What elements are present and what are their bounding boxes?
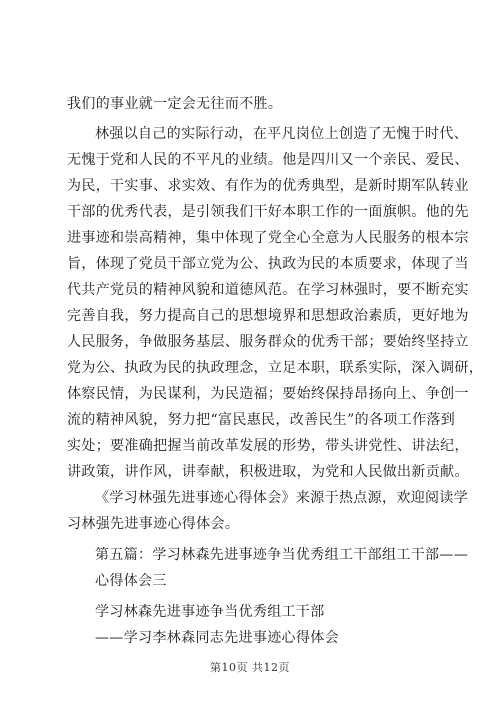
text-line: 流的精神风貌，努力把“富民惠民，改善民生”的各项工作落到 bbox=[67, 412, 456, 428]
text-line: 代共产党员的精神风貌和道德风范。在学习林强时，要不断充实 bbox=[67, 282, 469, 298]
text-line: 旨，体现了党员干部立党为公、执政为民的本质要求，体现了当 bbox=[67, 256, 469, 272]
section-heading: 心得体会三 bbox=[95, 573, 167, 589]
article-title: 学习林森先进事迹争当优秀组工干部 bbox=[95, 604, 325, 620]
text-line: 为民，干实事、求实效、有作为的优秀典型，是新时期军队转业 bbox=[67, 178, 469, 194]
article-subtitle: ——学习李林森同志先进事迹心得体会 bbox=[95, 630, 339, 646]
text-line: 林强以自己的实际行动，在平凡岗位上创造了无愧于时代、 bbox=[95, 126, 469, 142]
text-line: 干部的优秀代表，是引领我们干好本职工作的一面旗帜。他的先 bbox=[67, 204, 469, 220]
text-line: 《学习林强先进事迹心得体会》来源于热点源，欢迎阅读学 bbox=[95, 490, 469, 506]
section-heading: 第五篇：学习林森先进事迹争当优秀组工干部组工干部—— bbox=[95, 547, 469, 563]
text-line: 我们的事业就一定会无往而不胜。 bbox=[67, 96, 283, 112]
text-line: 进事迹和崇高精神，集中体现了党全心全意为人民服务的根本宗 bbox=[67, 230, 469, 246]
text-line: 实处；要准确把握当前改革发展的形势，带头讲党性、讲法纪， bbox=[67, 438, 469, 454]
text-line: 体察民情，为民谋利，为民造福；要始终保持昂扬向上、争创一 bbox=[67, 386, 469, 402]
text-line: 讲政策，讲作风，讲奉献，积极进取，为党和人民做出新贡献。 bbox=[67, 464, 469, 480]
text-line: 党为公、执政为民的执政理念，立足本职，联系实际，深入调研， bbox=[67, 360, 484, 376]
text-line: 完善自我，努力提高自己的思想境界和思想政治素质，更好地为 bbox=[67, 308, 469, 324]
text-line: 习林强先进事迹心得体会。 bbox=[67, 516, 240, 532]
text-line: 人民服务，争做服务基层、服务群众的优秀干部；要始终坚持立 bbox=[67, 334, 469, 350]
text-line: 无愧于党和人民的不平凡的业绩。他是四川又一个亲民、爱民、 bbox=[67, 152, 469, 168]
page-number: 第10页 共12页 bbox=[210, 661, 290, 674]
